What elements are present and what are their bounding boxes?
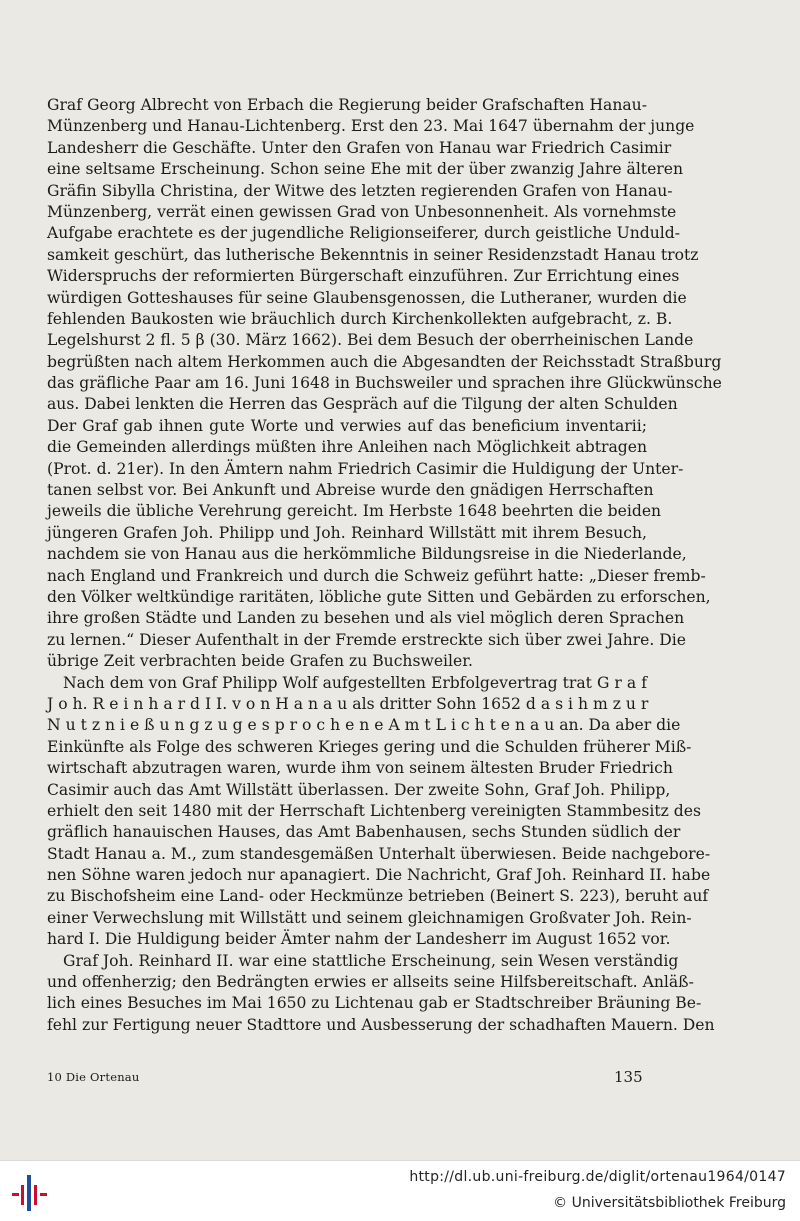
text-line: einer Verwechslung mit Willstätt und seinem gleichnamigen Großvater Joh. Rein- <box>47 908 692 927</box>
footer-signature: 10 Die Ortenau <box>47 1070 140 1084</box>
text-line: tanen selbst vor. Bei Ankunft und Abreise wurde den gnädigen Herrschaften <box>47 481 654 500</box>
text-line: Stadt Hanau a. M., zum standesgemäßen Unterhalt überwiesen. Beide nachgebore- <box>47 844 711 863</box>
text-line: fehl zur Fertigung neuer Stadttore und Ausbesserung der schadhaften Mauern. Den <box>47 1015 715 1034</box>
text-line: Der Graf gab ihnen gute Worte und verwies auf das beneficium inventarii; <box>47 416 647 435</box>
text-line: N u t z n i e ß u n g z u g e s p r o c h e n e A m t L i c h t e n a u an. Da aber die <box>47 716 681 735</box>
text-line: hard I. Die Huldigung beider Ämter nahm der Landesherr im August 1652 vor. <box>47 930 671 949</box>
page-url-link[interactable]: http://dl.ub.uni-freiburg.de/diglit/ortenau1964/0147 <box>409 1169 786 1185</box>
text-line: Münzenberg, verrät einen gewissen Grad von Unbesonnenheit. Als vornehmste <box>47 202 677 221</box>
text-line: wirtschaft abzutragen waren, wurde ihm von seinem ältesten Bruder Friedrich <box>47 759 673 778</box>
text-line: würdigen Gotteshauses für seine Glaubensgenossen, die Lutheraner, wurden die <box>47 288 687 307</box>
text-line: Legelshurst 2 fl. 5 β (30. März 1662). Bei dem Besuch der oberrheinischen Lande <box>47 331 694 350</box>
text-line: Münzenberg und Hanau-Lichtenberg. Erst den 23. Mai 1647 übernahm der junge <box>47 117 695 136</box>
text-line: J o h. R e i n h a r d I I. v o n H a n a u als dritter Sohn 1652 d a s i h m z u r <box>47 694 649 713</box>
text-line: zu lernen.“ Dieser Aufenthalt in der Fremde erstreckte sich über zwei Jahre. Die <box>47 630 686 649</box>
text-line: Graf Georg Albrecht von Erbach die Regierung beider Grafschaften Hanau- <box>47 96 647 114</box>
text-line: Nach dem von Graf Philipp Wolf aufgestellten Erbfolgevertrag trat G r a f <box>63 673 647 692</box>
text-line: übrige Zeit verbrachten beide Grafen zu Buchsweiler. <box>47 652 473 671</box>
text-line: Graf Joh. Reinhard II. war eine stattliche Erscheinung, sein Wesen verständig <box>63 951 679 970</box>
page-number: 135 <box>614 1068 643 1086</box>
text-line: den Völker weltkündige raritäten, löbliche gute Sitten und Gebärden zu erforschen, <box>47 587 711 606</box>
text-line: nen Söhne waren jedoch nur apanagiert. Die Nachricht, Graf Joh. Reinhard II. habe <box>47 866 711 885</box>
viewer-footer-bar <box>0 1160 800 1221</box>
text-line: Gräfin Sibylla Christina, der Witwe des letzten regierenden Grafen von Hanau- <box>47 181 673 200</box>
text-line: gräflich hanauischen Hauses, das Amt Babenhausen, sechs Stunden südlich der <box>47 823 681 842</box>
text-line: nach England und Frankreich und durch die Schweiz geführt hatte: „Dieser fremb- <box>47 566 706 585</box>
ub-freiburg-logo-icon <box>12 1173 52 1213</box>
text-line: lich eines Besuches im Mai 1650 zu Lichtenau gab er Stadtschreiber Bräuning Be- <box>47 994 702 1013</box>
text-line: zu Bischofsheim eine Land- oder Heckmünze betrieben (Beinert S. 223), beruht auf <box>47 887 709 906</box>
text-line: Casimir auch das Amt Willstätt überlassen. Der zweite Sohn, Graf Joh. Philipp, <box>47 780 671 799</box>
copyright-notice: © Universitätsbibliothek Freiburg <box>553 1195 786 1211</box>
text-line: fehlenden Baukosten wie bräuchlich durch Kirchenkollekten aufgebracht, z. B. <box>47 309 673 328</box>
text-line: begrüßten nach altem Herkommen auch die Abgesandten der Reichsstadt Straßburg <box>47 352 722 371</box>
text-line: nachdem sie von Hanau aus die herkömmliche Bildungsreise in die Niederlande, <box>47 545 687 564</box>
text-line: jeweils die übliche Verehrung gereicht. Im Herbste 1648 beehrten die beiden <box>47 502 662 521</box>
text-line: Aufgabe erachtete es der jugendliche Religionseiferer, durch geistliche Unduld- <box>47 224 681 243</box>
text-line: erhielt den seit 1480 mit der Herrschaft Lichtenberg vereinigten Stammbesitz des <box>47 801 702 820</box>
text-line: das gräfliche Paar am 16. Juni 1648 in Buchsweiler und sprachen ihre Glückwünsche <box>47 374 722 393</box>
text-line: Einkünfte als Folge des schweren Krieges gering und die Schulden früherer Miß- <box>47 737 692 756</box>
text-line: Landesherr die Geschäfte. Unter den Grafen von Hanau war Friedrich Casimir <box>47 138 672 157</box>
text-line: die Gemeinden allerdings müßten ihre Anleihen nach Möglichkeit abtragen <box>47 438 647 457</box>
text-line: jüngeren Grafen Joh. Philipp und Joh. Reinhard Willstätt mit ihrem Besuch, <box>47 523 647 542</box>
text-line: eine seltsame Erscheinung. Schon seine Ehe mit der über zwanzig Jahre älteren <box>47 160 684 179</box>
text-line: und offenherzig; den Bedrängten erwies er allseits seine Hilfsbereitschaft. Anläß- <box>47 973 694 992</box>
text-line: samkeit geschürt, das lutherische Bekenntnis in seiner Residenzstadt Hanau trotz <box>47 245 699 264</box>
text-line: ihre großen Städte und Landen zu besehen und als viel möglich deren Sprachen <box>47 609 685 628</box>
text-line: Widerspruchs der reformierten Bürgerschaft einzuführen. Zur Errichtung eines <box>47 267 680 286</box>
body-text <box>47 95 722 1036</box>
text-line: aus. Dabei lenkten die Herren das Gespräch auf die Tilgung der alten Schulden <box>47 395 678 414</box>
text-line: (Prot. d. 21er). In den Ämtern nahm Friedrich Casimir die Huldigung der Unter- <box>47 459 684 478</box>
